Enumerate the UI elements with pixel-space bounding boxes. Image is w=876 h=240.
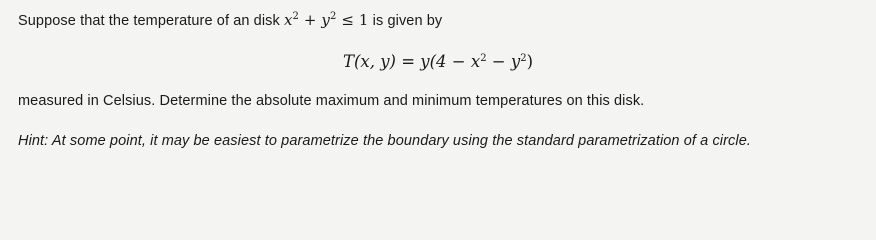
problem-intro-line	[18, 11, 442, 29]
intro-suffix: is given by	[372, 13, 443, 29]
temperature-formula: T(x, $y) = y(4 - x^2 - y^2)$	[342, 52, 534, 71]
problem-body-text: measured in Celsius. Determine the absolute maximum and minimum temperatures on this disk.	[18, 93, 645, 109]
hint-text: Hint: At some point, it may be easiest to parametrize the boundary using the standard parametrization of a circle.	[18, 133, 752, 149]
intro-text: Suppose that the temperature of an disk	[18, 13, 280, 29]
disk-condition: $x^2 + y^2 \le 1$	[283, 11, 369, 29]
